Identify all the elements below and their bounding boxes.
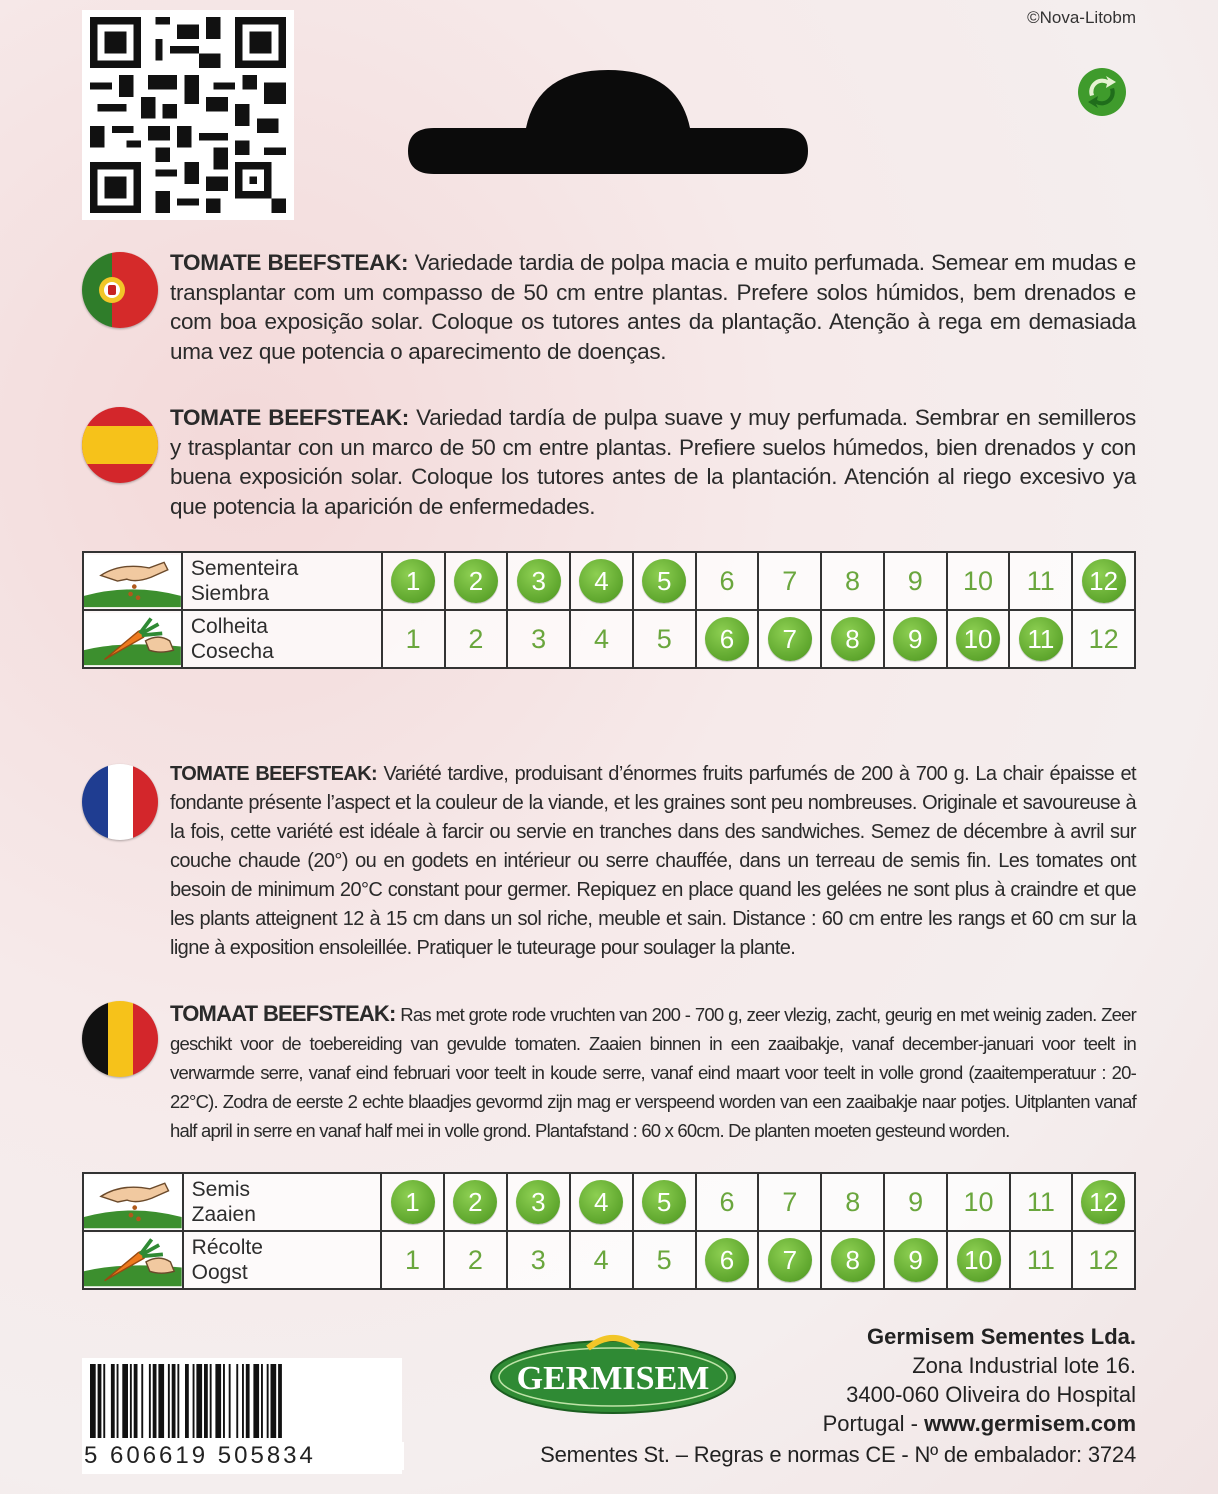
month-cell-3: 3 xyxy=(507,610,570,668)
month-cell-2: 2 xyxy=(444,1231,507,1289)
month-badge: 12 xyxy=(1082,559,1126,603)
barcode-bar xyxy=(229,1364,231,1438)
barcode-bar xyxy=(261,1364,263,1438)
nl-title: TOMAAT BEEFSTEAK: xyxy=(170,1001,396,1026)
month-cell-4: 4 xyxy=(570,1231,633,1289)
cal2-row-harvest xyxy=(83,1231,1135,1289)
row-label-primary: Colheita xyxy=(190,615,268,638)
month-cell-10-active xyxy=(947,610,1010,668)
barcode-bar xyxy=(223,1364,225,1438)
france-flag-icon xyxy=(82,764,158,840)
harvest-carrot-icon xyxy=(83,1231,183,1289)
barcode-bar xyxy=(111,1364,115,1438)
month-cell-9: 9 xyxy=(884,1173,947,1231)
barcode-bar xyxy=(172,1364,176,1438)
pt-text: Variedade tardia de polpa macia e muito perfumada. Semear em mudas e transplantar com um compasso de 50 cm entre plantas. Prefere solos húmidos, bem drenados e com boa exposição solar. Coloque os tutores antes da plantação. Atenção à rega em demasiada uma vez que potencia o aparecimento de doenças. xyxy=(170,250,1136,364)
barcode-bar xyxy=(267,1364,269,1438)
barcode-bar xyxy=(141,1364,143,1438)
month-cell-5-active xyxy=(633,1173,696,1231)
fr-title: TOMATE BEEFSTEAK: xyxy=(170,763,378,785)
month-badge: 8 xyxy=(831,617,875,661)
sowing-harvest-calendar-pt-es xyxy=(82,551,1136,669)
barcode-bar xyxy=(149,1364,151,1438)
calendar-row-label xyxy=(182,610,382,668)
copyright-text: ©Nova-Litobm xyxy=(1027,8,1136,27)
barcode-bar xyxy=(271,1364,277,1438)
cal1-row-harvest xyxy=(83,610,1135,668)
harvest-carrot-icon xyxy=(84,1232,182,1288)
month-badge: 4 xyxy=(579,1180,623,1224)
month-cell-5: 5 xyxy=(633,1231,696,1289)
belgium-flag-icon xyxy=(82,1001,158,1077)
es-text: Variedad tardía de pulpa suave y muy perfumada. Sembrar en semilleros y trasplantar con un marco de 50 cm entre plantas. Prefiere suelos húmedos, bien drenados y con buena exposición solar. Coloque los tutores antes de la plantación. Atención al riego excesivo ya que potencia la aparición de enfermedades. xyxy=(170,405,1136,519)
fr-description xyxy=(170,760,1136,963)
row-label-secondary: Siembra xyxy=(190,582,270,605)
barcode-bar xyxy=(278,1364,282,1438)
month-cell-2-active xyxy=(445,552,508,610)
month-badge: 6 xyxy=(705,617,749,661)
month-cell-9-active xyxy=(884,610,947,668)
address-line-1: Zona Industrial lote 16. xyxy=(912,1353,1136,1378)
footer-regulation-text: Sementes St. – Regras e normas CE - Nº de embalador: 3724 xyxy=(540,1442,1136,1467)
nl-description xyxy=(170,999,1136,1145)
month-cell-3-active xyxy=(507,552,570,610)
month-badge: 1 xyxy=(391,1180,435,1224)
barcode-bar xyxy=(168,1364,170,1438)
barcode-bar xyxy=(193,1364,195,1438)
month-cell-4-active xyxy=(570,1173,633,1231)
month-cell-12: 12 xyxy=(1072,1231,1135,1289)
month-badge: 3 xyxy=(517,559,561,603)
spain-flag-icon xyxy=(82,407,158,483)
country: Portugal - xyxy=(822,1411,925,1436)
month-cell-5-active xyxy=(633,552,696,610)
website-link[interactable]: www.germisem.com xyxy=(924,1411,1136,1436)
month-cell-6-active xyxy=(696,610,759,668)
month-cell-6: 6 xyxy=(696,1173,759,1231)
month-cell-1: 1 xyxy=(382,610,445,668)
month-cell-11: 11 xyxy=(1010,1231,1072,1289)
row-label-primary: Sementeira xyxy=(190,557,299,580)
month-cell-7: 7 xyxy=(758,552,821,610)
barcode-bar xyxy=(185,1364,189,1438)
month-cell-12-active xyxy=(1072,552,1135,610)
row-label-secondary: Zaaien xyxy=(191,1203,256,1226)
barcode-bar xyxy=(196,1364,202,1438)
barcode-bar xyxy=(117,1364,119,1438)
month-cell-10: 10 xyxy=(947,552,1010,610)
green-dot-recycle-icon xyxy=(1076,66,1128,118)
month-badge: 7 xyxy=(768,617,812,661)
month-badge: 5 xyxy=(642,559,686,603)
row-label-secondary: Cosecha xyxy=(190,640,274,663)
row-label-primary: Semis xyxy=(191,1178,251,1201)
barcode-bar xyxy=(177,1364,179,1438)
germisem-logo xyxy=(488,1330,738,1416)
pt-description xyxy=(170,248,1136,366)
month-badge: 4 xyxy=(579,559,623,603)
cal2-row-sowing xyxy=(83,1173,1135,1231)
row-label-primary: Récolte xyxy=(191,1236,263,1259)
month-cell-2: 2 xyxy=(445,610,508,668)
harvest-carrot-icon xyxy=(84,611,181,667)
month-badge: 2 xyxy=(454,559,498,603)
month-cell-2-active xyxy=(444,1173,507,1231)
month-badge: 11 xyxy=(1019,617,1063,661)
section-dutch-belgian xyxy=(82,999,1136,1149)
es-title: TOMATE BEEFSTEAK: xyxy=(170,405,410,430)
month-badge: 10 xyxy=(956,617,1000,661)
barcode-bar xyxy=(253,1364,259,1438)
month-cell-3-active xyxy=(507,1173,570,1231)
sowing-icon xyxy=(84,1174,182,1230)
month-cell-3: 3 xyxy=(507,1231,570,1289)
sowing-icon xyxy=(84,553,181,609)
qr-code xyxy=(82,10,294,220)
month-cell-10: 10 xyxy=(947,1173,1010,1231)
sowing-harvest-calendar-fr-nl xyxy=(82,1172,1136,1290)
month-cell-1-active xyxy=(381,1173,444,1231)
month-cell-9-active xyxy=(884,1231,947,1289)
section-french xyxy=(82,760,1136,970)
fr-text: Variété tardive, produisant d’énormes fruits parfumés de 200 à 700 g. La chair épaisse et fondante présente l’aspect et la couleur de la viande, et les graines sont peu nombreuses. Originale et savoureuse à la fois, cette variété est idéale à farcir ou servie en tranches dans des sandwiches. Semez de décembre à avril sur couche chaude (20°) ou en godets en intérieur ou serre chauffée, dans un terreau de semis fin. Les tomates ont besoin de minimum 20°C constant pour germer. Repiquez en place quand les gelées ne sont plus à craindre et que les plants atteignent 12 à 15 cm dans un sol riche, meuble et sain. Distance : 60 cm entre les rangs et 60 cm sur la ligne à exposition ensoleillée. Pratiquer le tuteurage pour soulager la plante. xyxy=(170,763,1136,959)
pt-title: TOMATE BEEFSTEAK: xyxy=(170,250,409,275)
month-badge: 6 xyxy=(705,1238,749,1282)
month-badge: 10 xyxy=(957,1238,1001,1282)
month-cell-8: 8 xyxy=(821,1173,884,1231)
barcode-bar xyxy=(134,1364,138,1438)
month-cell-6: 6 xyxy=(696,552,759,610)
barcode-bar xyxy=(98,1364,102,1438)
month-cell-7-active xyxy=(758,610,821,668)
month-cell-8-active xyxy=(821,610,884,668)
month-cell-6-active xyxy=(696,1231,759,1289)
month-badge: 5 xyxy=(642,1180,686,1224)
barcode-bar xyxy=(122,1364,128,1438)
month-cell-11-active xyxy=(1009,610,1072,668)
month-cell-12-active xyxy=(1072,1173,1135,1231)
month-cell-11: 11 xyxy=(1009,552,1072,610)
calendar-row-label xyxy=(183,1231,381,1289)
section-portuguese xyxy=(82,248,1136,374)
harvest-carrot-icon xyxy=(83,610,182,668)
month-cell-8-active xyxy=(821,1231,884,1289)
barcode-bar xyxy=(153,1364,157,1438)
company-address xyxy=(823,1322,1136,1438)
barcode-bar xyxy=(90,1364,96,1438)
month-cell-11: 11 xyxy=(1010,1173,1072,1231)
month-badge: 9 xyxy=(893,617,937,661)
barcode-bar xyxy=(242,1364,244,1438)
month-cell-1: 1 xyxy=(381,1231,444,1289)
month-cell-1-active xyxy=(382,552,445,610)
barcode-bar xyxy=(204,1364,208,1438)
month-cell-4-active xyxy=(570,552,633,610)
calendar-row-label xyxy=(183,1173,381,1231)
company-name: Germisem Sementes Lda. xyxy=(866,1324,1136,1349)
section-spanish xyxy=(82,403,1136,529)
barcode-bar xyxy=(246,1364,250,1438)
month-cell-5: 5 xyxy=(633,610,696,668)
month-cell-8: 8 xyxy=(821,552,884,610)
sowing-icon xyxy=(83,552,182,610)
month-badge: 7 xyxy=(768,1238,812,1282)
logo-text: GERMISEM xyxy=(516,1360,710,1397)
month-cell-7: 7 xyxy=(758,1173,821,1231)
address-line-3 xyxy=(823,1409,1136,1438)
barcode-bar xyxy=(215,1364,221,1438)
barcode-bar xyxy=(158,1364,164,1438)
month-badge: 1 xyxy=(391,559,435,603)
barcode-bar xyxy=(236,1364,238,1438)
nl-text: Ras met grote rode vruchten van 200 - 700 g, zeer vlezig, zacht, geurig en met weinig zaden. Zeer geschikt voor de toebereiding van gevulde tomaten. Zaaien binnen in een zaaibakje, vanaf december-januari voor teelt in verwarmde serre, vanaf eind februari voor teelt in koude serre, vanaf eind maart voor teelt in volle grond (zaaitemperatuur : 20-22°C). Zodra de eerste 2 echte blaadjes gevormd zijn mag er verspeend worden van een zaaibakje naar potjes. Uitplanten vanaf half april in serre en vanaf half mei in volle grond. Plantafstand : 60 x 60cm. De planten moeten gesteund worden. xyxy=(170,1004,1136,1141)
month-cell-7-active xyxy=(758,1231,821,1289)
month-badge: 8 xyxy=(831,1238,875,1282)
hang-hole xyxy=(408,70,808,174)
month-badge: 2 xyxy=(453,1180,497,1224)
month-cell-12: 12 xyxy=(1072,610,1135,668)
row-label-secondary: Oogst xyxy=(191,1261,248,1284)
month-badge: 3 xyxy=(516,1180,560,1224)
barcode-bar xyxy=(103,1364,105,1438)
month-cell-10-active xyxy=(947,1231,1010,1289)
barcode-bar xyxy=(130,1364,132,1438)
calendar-row-label xyxy=(182,552,382,610)
es-description xyxy=(170,403,1136,521)
portugal-flag-icon xyxy=(82,252,158,328)
address-line-2: 3400-060 Oliveira do Hospital xyxy=(846,1382,1136,1407)
barcode-bar xyxy=(210,1364,212,1438)
cal1-row-sowing xyxy=(83,552,1135,610)
month-badge: 12 xyxy=(1081,1180,1125,1224)
sowing-icon xyxy=(83,1173,183,1231)
barcode-number: 5 606619 505834 xyxy=(84,1442,404,1470)
month-cell-4: 4 xyxy=(570,610,633,668)
month-badge: 9 xyxy=(894,1238,938,1282)
month-cell-9: 9 xyxy=(884,552,947,610)
